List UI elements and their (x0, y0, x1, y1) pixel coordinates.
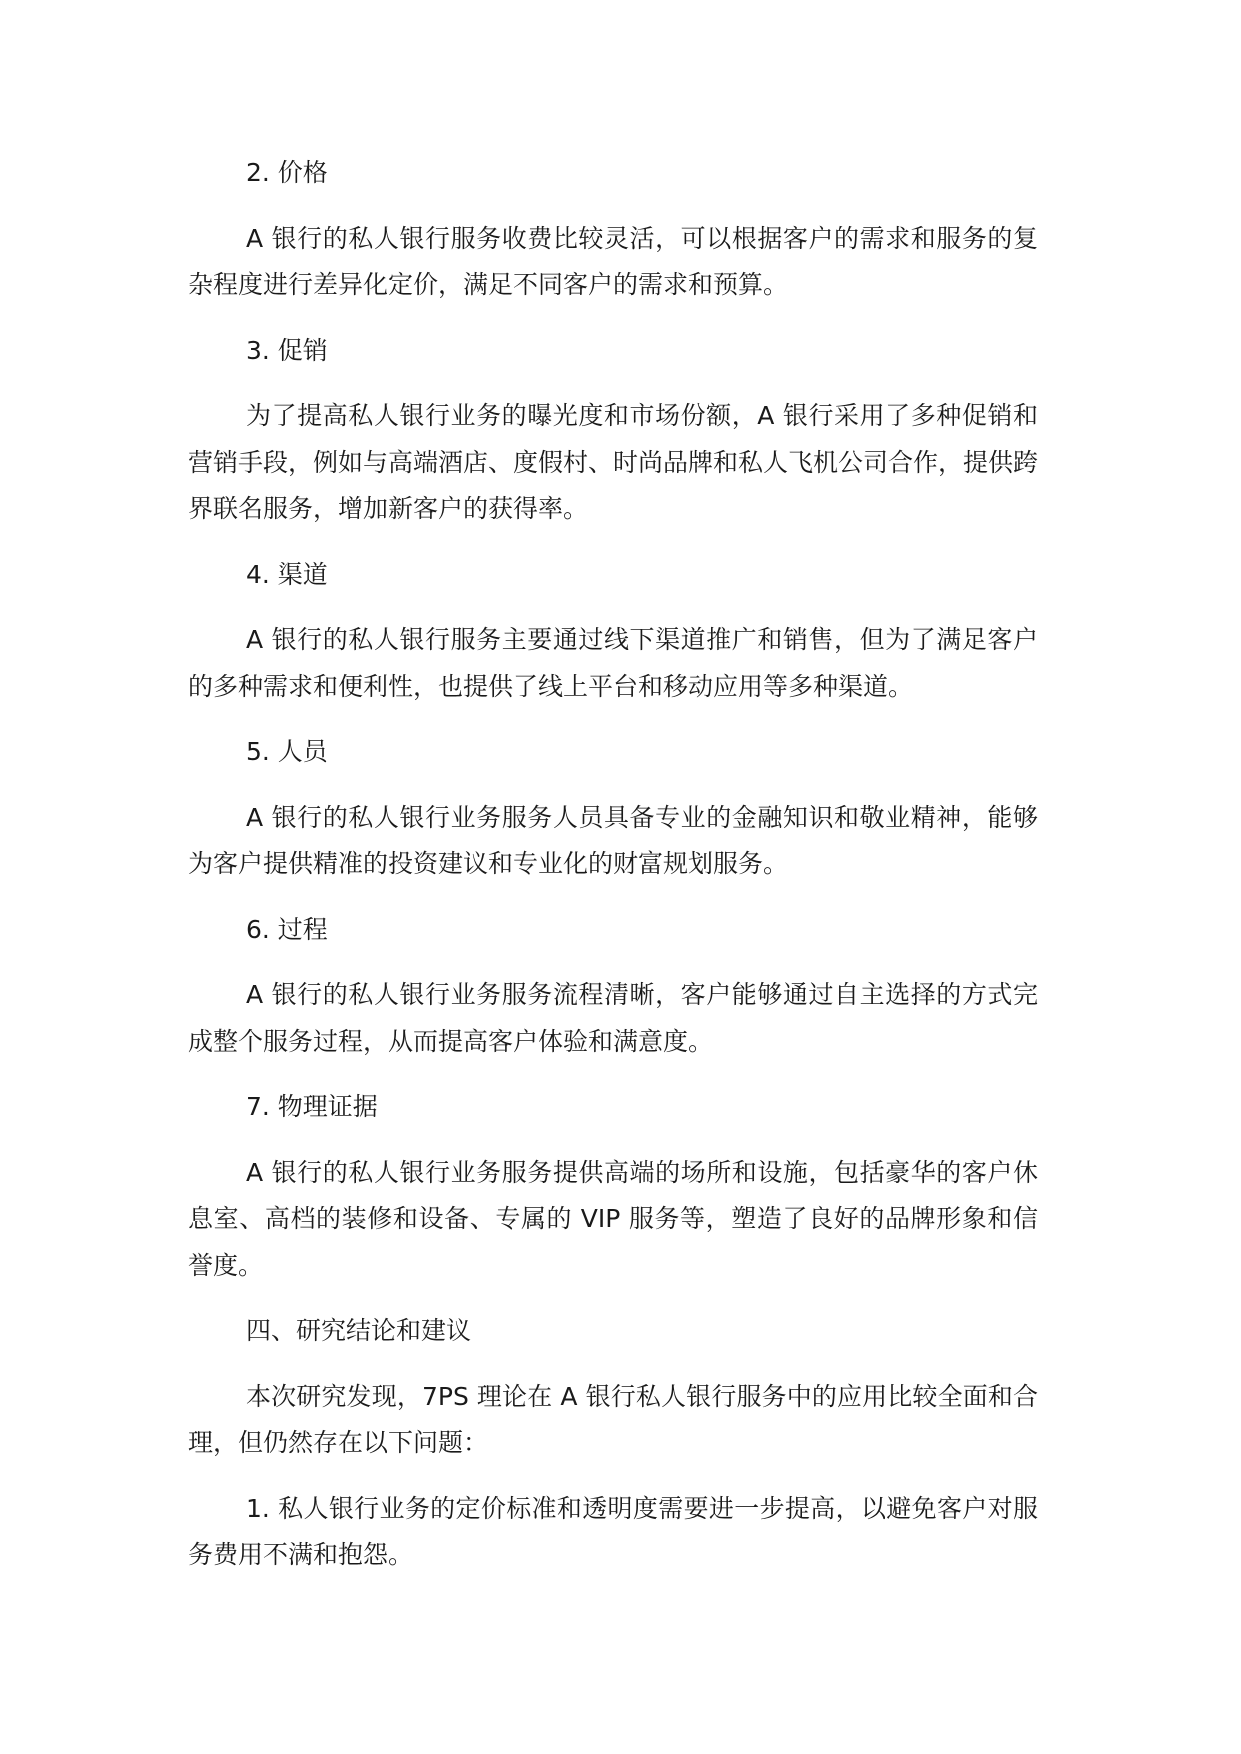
paragraph-conclusion-item-1: 1. 私人银行业务的定价标准和透明度需要进一步提高，以避免客户对服务费用不满和抱怨。 (188, 1493, 1038, 1569)
section-heading-process: 6. 过程 (246, 914, 328, 944)
paragraph-conclusions-intro: 本次研究发现，7PS 理论在 A 银行私人银行服务中的应用比较全面和合理，但仍然存在以下问题： (188, 1381, 1038, 1457)
document-body (188, 150, 1038, 1598)
section-heading-price: 2. 价格 (246, 158, 328, 187)
section-heading-physical-evidence: 7. 物理证据 (246, 1092, 378, 1121)
section-heading-promotion: 3. 促销 (246, 335, 328, 365)
paragraph-promotion: 为了提高私人银行业务的曝光度和市场份额，A 银行采用了多种促销和营销手段，例如与高端酒店、度假村、时尚品牌和私人飞机公司合作，提供跨界联名服务，增加新客户的获得率。 (188, 401, 1039, 523)
section-heading-conclusions: 四、研究结论和建议 (246, 1316, 472, 1345)
section-heading-people: 5. 人员 (246, 737, 328, 766)
section-heading-channel: 4. 渠道 (246, 559, 328, 589)
paragraph-people: A 银行的私人银行业务服务人员具备专业的金融知识和敬业精神，能够为客户提供精准的投资建议和专业化的财富规划服务。 (188, 802, 1038, 878)
paragraph-physical-evidence: A 银行的私人银行业务服务提供高端的场所和设施，包括豪华的客户休息室、高档的装修和设备、专属的 VIP 服务等，塑造了良好的品牌形象和信誉度。 (188, 1157, 1038, 1280)
paragraph-channel: A 银行的私人银行服务主要通过线下渠道推广和销售，但为了满足客户的多种需求和便利性，也提供了线上平台和移动应用等多种渠道。 (188, 625, 1038, 701)
paragraph-price: A 银行的私人银行服务收费比较灵活，可以根据客户的需求和服务的复杂程度进行差异化定价，满足不同客户的需求和预算。 (188, 223, 1038, 299)
paragraph-process: A 银行的私人银行业务服务流程清晰，客户能够通过自主选择的方式完成整个服务过程，从而提高客户体验和满意度。 (188, 980, 1038, 1056)
